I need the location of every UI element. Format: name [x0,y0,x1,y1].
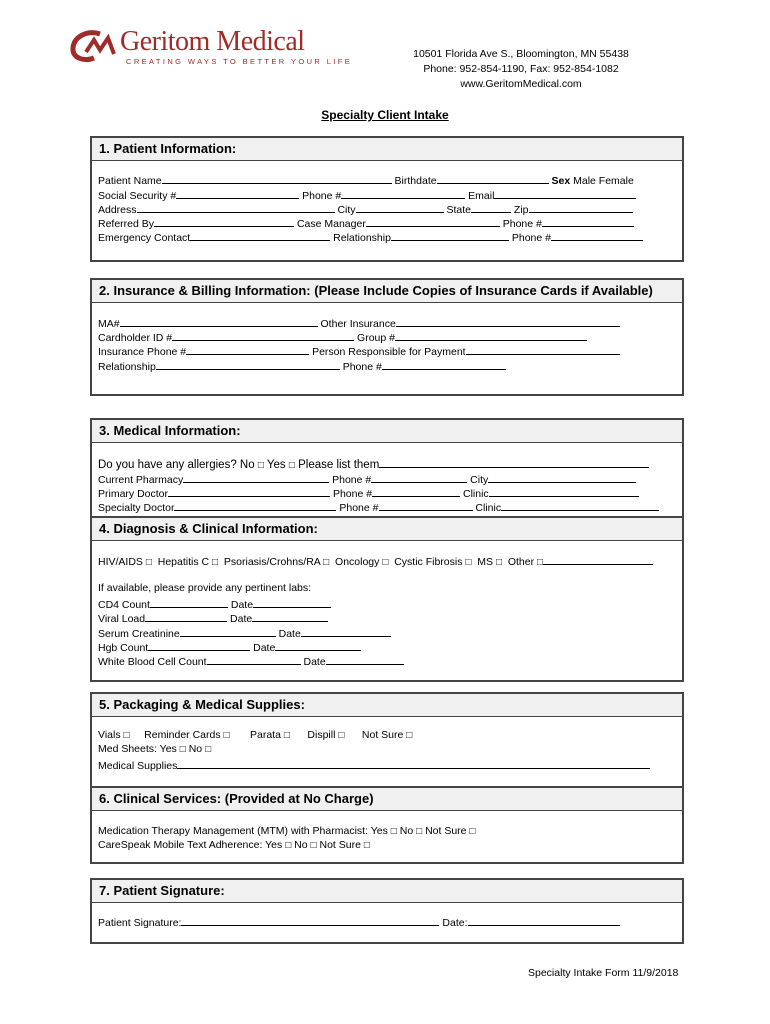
oncology-checkbox[interactable]: □ [382,557,389,568]
phone-label: Phone # [339,502,379,514]
medical-supplies-label: Medical Supplies [98,760,178,772]
section-heading: 1. Patient Information: [92,138,682,161]
phone-label: Phone # [302,190,342,202]
ssn-label: Social Security # [98,190,177,202]
cd4-field[interactable] [150,596,228,608]
current-pharmacy-row [98,471,636,486]
mtm-yes-checkbox[interactable]: □ [390,826,397,837]
city-field[interactable] [356,201,444,213]
psoriasis-label: Psoriasis/Crohns/RA [223,556,321,568]
date-label: Date [278,628,301,640]
current-pharmacy-field[interactable] [183,471,329,483]
section-heading: 7. Patient Signature: [92,880,682,903]
parata-label: Parata [249,729,281,741]
emergency-contact-field[interactable] [190,229,330,241]
cardholder-id-field[interactable] [172,329,354,341]
med-sheets-yes-checkbox[interactable]: □ [179,744,186,755]
relationship-label: Relationship [333,232,391,244]
pharmacy-phone-field[interactable] [371,471,467,483]
address-label: Address [98,204,137,216]
logo-swoosh-icon [70,28,118,64]
medical-supplies-row [98,757,650,772]
allergies-question: Do you have any allergies? No [98,459,255,471]
specialty-doctor-field[interactable] [174,499,336,511]
person-responsible-label: Person Responsible for Payment [312,346,466,358]
hgb-date-field[interactable] [275,639,361,651]
cd4-row [98,596,331,611]
carespeak-not-sure-label: Not Sure [319,839,361,851]
mtm-no-label: No [399,825,414,837]
primary-clinic-field[interactable] [489,485,639,497]
phone-label: Phone # [342,361,382,373]
carespeak-label: CareSpeak Mobile Text Adherence: Yes [98,839,283,851]
allergies-list-field[interactable] [379,456,649,468]
packaging-options-row [98,729,412,741]
sex-male-option[interactable]: Male [573,175,596,187]
mtm-row [98,825,475,837]
carespeak-not-sure-checkbox[interactable]: □ [363,840,370,851]
emergency-contact-row [98,229,643,244]
other-insurance-field[interactable] [396,315,620,327]
hepatitis-c-checkbox[interactable]: □ [212,557,219,568]
carespeak-yes-checkbox[interactable]: □ [285,840,292,851]
signature-row [98,914,620,929]
mtm-not-sure-label: Not Sure [425,825,467,837]
viral-load-field[interactable] [145,610,227,622]
phone-field[interactable] [341,187,465,199]
signature-date-label: Date: [442,917,468,929]
ssn-row [98,187,636,202]
wbc-label: White Blood Cell Count [98,656,207,668]
form-version-footer: Specialty Intake Form 11/9/2018 [528,967,679,979]
wbc-row [98,653,404,668]
other-diagnosis-field[interactable] [543,553,653,565]
vials-label: Vials [98,729,121,741]
serum-creatinine-label: Serum Creatinine [98,628,180,640]
other-insurance-label: Other Insurance [320,318,396,330]
carespeak-row [98,839,370,851]
city-label: City [337,204,356,216]
mtm-no-checkbox[interactable]: □ [416,826,423,837]
allergies-row [98,456,649,471]
ms-checkbox[interactable]: □ [495,557,502,568]
viral-load-row [98,610,328,625]
current-pharmacy-label: Current Pharmacy [98,474,184,486]
emergency-phone-field[interactable] [551,229,643,241]
hgb-field[interactable] [148,639,250,651]
clinic-label: Clinic [475,502,502,514]
hgb-row [98,639,361,654]
logo-name: Geritom Medical [120,26,305,57]
mtm-label: Medication Therapy Management (MTM) with Pharmacist: Yes [98,825,388,837]
relationship-label: Relationship [98,361,156,373]
section-heading: 4. Diagnosis & Clinical Information: [92,516,682,541]
primary-doctor-phone-field[interactable] [372,485,460,497]
section-heading: 3. Medical Information: [92,420,682,443]
referred-by-label: Referred By [98,218,155,230]
not-sure-checkbox[interactable]: □ [406,730,413,741]
specialty-doctor-row [98,499,659,514]
allergies-no-checkbox[interactable]: □ [257,460,264,471]
emergency-contact-label: Emergency Contact [98,232,191,244]
cystic-fibrosis-checkbox[interactable]: □ [465,557,472,568]
allergies-list-label: Please list them [298,459,380,471]
med-sheets-row [98,743,211,755]
patient-signature-field[interactable] [181,914,439,926]
email-field[interactable] [494,187,636,199]
date-label: Date [253,642,276,654]
serum-creatinine-row [98,625,391,640]
primary-doctor-label: Primary Doctor [98,488,169,500]
website-line: www.GeritomMedical.com [460,78,582,90]
diagnosis-options-row [98,553,653,568]
page-title: Specialty Client Intake [321,108,449,122]
signature-section [90,878,684,944]
med-sheets-no-checkbox[interactable]: □ [205,744,212,755]
signature-date-field[interactable] [468,914,620,926]
patient-name-row [98,172,634,187]
zip-label: Zip [513,204,529,216]
group-field[interactable] [395,329,587,341]
carespeak-no-checkbox[interactable]: □ [310,840,317,851]
phone-fax-line: Phone: 952-854-1190, Fax: 952-854-1082 [423,63,619,75]
insurance-relationship-field[interactable] [156,358,340,370]
hepatitis-c-label: Hepatitis C [157,556,210,568]
logo-tagline: CREATING WAYS TO BETTER YOUR LIFE [126,57,353,66]
cardholder-row [98,329,587,344]
referred-by-row [98,215,634,230]
allergies-yes-label: Yes [266,459,286,471]
cardholder-id-label: Cardholder ID # [98,332,173,344]
address-field[interactable] [137,201,335,213]
parata-checkbox[interactable]: □ [283,730,290,741]
not-sure-label: Not Sure [361,729,404,741]
zip-field[interactable] [529,201,633,213]
ma-field[interactable] [120,315,318,327]
insurance-responsible-phone-field[interactable] [382,358,506,370]
insurance-phone-field[interactable] [186,343,309,355]
reminder-cards-label: Reminder Cards [144,729,221,741]
viral-load-label: Viral Load [98,613,146,625]
relationship-field[interactable] [391,229,509,241]
company-logo [70,26,353,70]
company-address [396,47,646,92]
allergies-yes-checkbox[interactable]: □ [288,460,295,471]
state-label: State [446,204,471,216]
specialty-clinic-field[interactable] [501,499,659,511]
ma-row [98,315,620,330]
address-row [98,201,633,216]
phone-label: Phone # [502,218,542,230]
phone-label: Phone # [332,488,373,500]
dispill-label: Dispill [307,729,336,741]
pharmacy-city-field[interactable] [488,471,636,483]
state-field[interactable] [471,201,511,213]
email-label: Email [468,190,495,202]
wbc-date-field[interactable] [326,653,404,665]
cd4-label: CD4 Count [98,599,150,611]
phone-label: Phone # [511,232,551,244]
med-sheets-label: Med Sheets: Yes [98,743,177,755]
psoriasis-checkbox[interactable]: □ [323,557,330,568]
group-label: Group # [357,332,395,344]
insurance-relationship-row [98,358,506,373]
ssn-field[interactable] [176,187,299,199]
reminder-cards-checkbox[interactable]: □ [223,730,230,741]
patient-signature-label: Patient Signature: [98,917,182,929]
wbc-field[interactable] [207,653,301,665]
medical-supplies-field[interactable] [177,757,650,769]
ma-label: MA# [98,318,120,330]
case-manager-label: Case Manager [296,218,366,230]
serum-creatinine-date-field[interactable] [301,625,391,637]
specialty-doctor-phone-field[interactable] [379,499,473,511]
patient-name-label: Patient Name [98,175,162,187]
date-label: Date [230,599,254,611]
labs-intro: If available, please provide any pertinent labs: [98,582,312,594]
viral-load-date-field[interactable] [252,610,328,622]
date-label: Date [230,613,253,625]
person-responsible-field[interactable] [466,343,620,355]
dispill-checkbox[interactable]: □ [338,730,345,741]
sex-female-option[interactable]: Female [598,175,634,187]
cd4-date-field[interactable] [253,596,331,608]
other-checkbox[interactable]: □ [537,557,544,568]
primary-doctor-field[interactable] [168,485,330,497]
med-sheets-no-label: No [188,743,203,755]
hiv-aids-checkbox[interactable]: □ [145,557,152,568]
oncology-label: Oncology [335,556,380,568]
section-heading: 6. Clinical Services: (Provided at No Charge) [92,786,682,811]
patient-name-field[interactable] [162,172,392,184]
section-heading: 2. Insurance & Billing Information: (Please Include Copies of Insurance Cards if Available) [92,280,682,303]
hiv-aids-label: HIV/AIDS [98,556,143,568]
other-label: Other [507,556,535,568]
hgb-label: Hgb Count [98,642,149,654]
carespeak-no-label: No [294,839,308,851]
ms-label: MS [477,556,494,568]
primary-doctor-row [98,485,639,500]
sex-label: Sex [551,175,571,187]
vials-checkbox[interactable]: □ [123,730,130,741]
city-label: City [470,474,489,486]
specialty-doctor-label: Specialty Doctor [98,502,175,514]
phone-label: Phone # [332,474,372,486]
date-label: Date [303,656,326,668]
section-heading: 5. Packaging & Medical Supplies: [92,694,682,717]
birthdate-label: Birthdate [394,175,437,187]
case-manager-phone-field[interactable] [542,215,634,227]
cystic-fibrosis-label: Cystic Fibrosis [394,556,463,568]
address-line: 10501 Florida Ave S., Bloomington, MN 55438 [413,48,629,60]
insurance-phone-label: Insurance Phone # [98,346,187,358]
insurance-phone-row [98,343,620,358]
serum-creatinine-field[interactable] [180,625,276,637]
referred-by-field[interactable] [154,215,294,227]
clinic-label: Clinic [462,488,489,500]
birthdate-field[interactable] [437,172,549,184]
mtm-not-sure-checkbox[interactable]: □ [469,826,476,837]
case-manager-field[interactable] [366,215,500,227]
